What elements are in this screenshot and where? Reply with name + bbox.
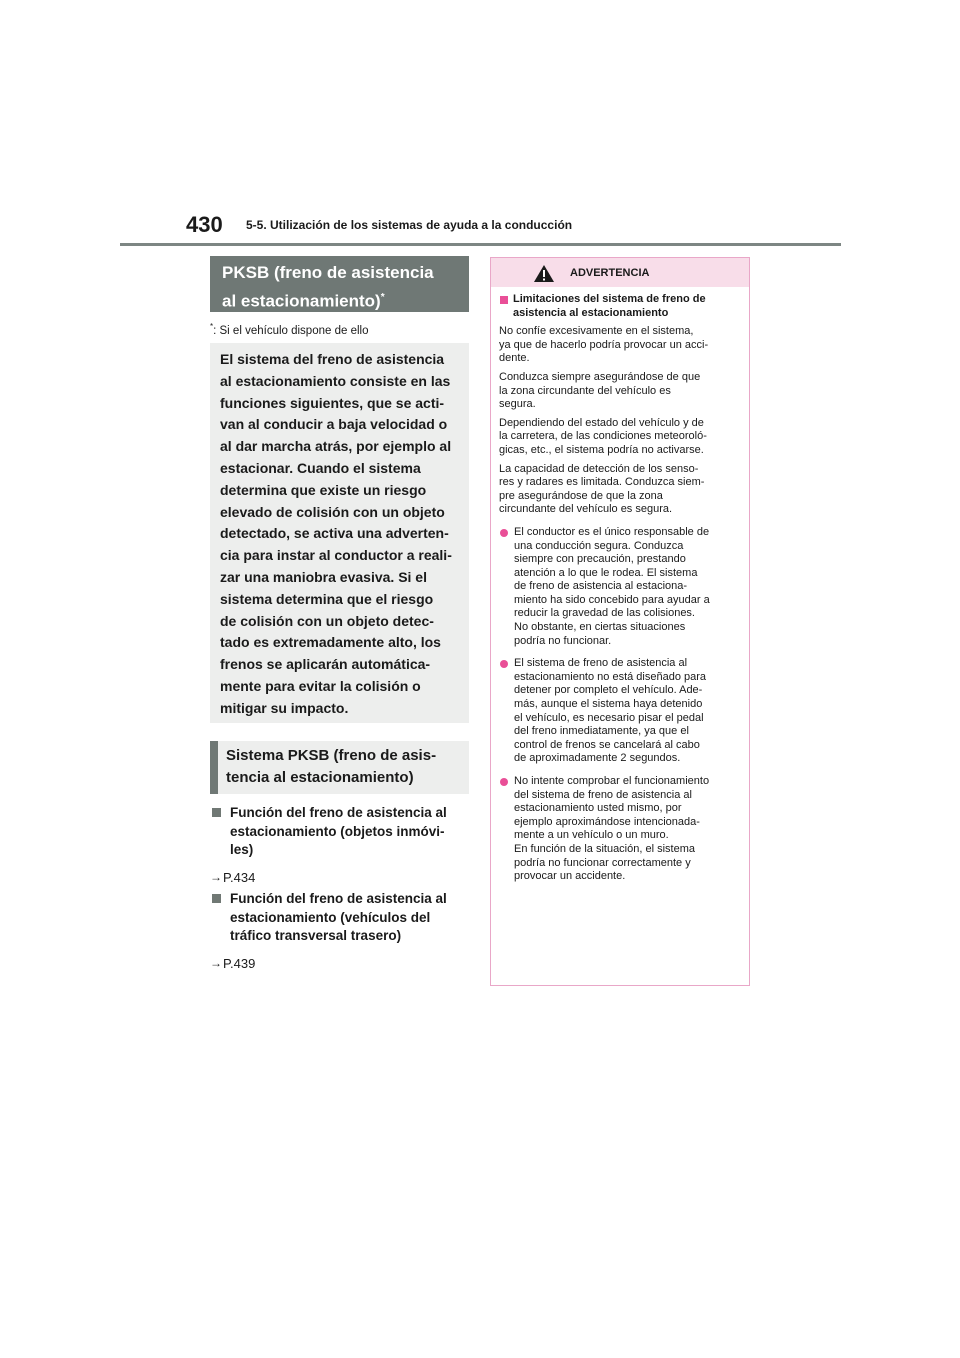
intro-line: El sistema del freno de asistencia bbox=[220, 351, 445, 367]
page-reference-text: P.434 bbox=[223, 869, 256, 885]
circle-bullet-icon bbox=[500, 778, 508, 786]
pksb-heading bbox=[210, 256, 469, 312]
footnote-text: : Si el vehículo dispone de ello bbox=[213, 324, 369, 337]
warning-line: En función de la situación, el sistema bbox=[514, 842, 695, 855]
square-bullet-icon bbox=[212, 894, 221, 903]
function-title-line: Función del freno de asistencia al bbox=[230, 891, 447, 906]
warning-body bbox=[491, 287, 749, 884]
function-title-line: estacionamiento (objetos inmóvi- bbox=[230, 823, 445, 839]
intro-line: detectado, se activa una adverten- bbox=[220, 525, 449, 542]
warning-header bbox=[491, 258, 749, 287]
circle-bullet-icon bbox=[500, 660, 508, 668]
warning-line: No intente comprobar el funcionamiento bbox=[514, 775, 710, 787]
function-title-line: estacionamiento (vehículos del bbox=[230, 909, 431, 925]
warning-line: No confíe excesivamente en el sistema, bbox=[499, 325, 694, 338]
warning-line: estacionamiento no está diseñado para bbox=[514, 670, 707, 683]
intro-line: tado es extremadamente alto, los bbox=[220, 634, 441, 651]
subheading-line-1: Sistema PKSB (freno de asis- bbox=[226, 747, 437, 764]
circle-bullet-icon bbox=[500, 529, 508, 537]
warning-line: mente a un vehículo o un muro. bbox=[514, 829, 669, 842]
warning-line: de freno de asistencia al estaciona- bbox=[514, 580, 688, 593]
warning-paragraph bbox=[499, 371, 741, 412]
warning-line: del sistema de freno de asistencia al bbox=[514, 788, 692, 801]
warning-paragraph bbox=[499, 463, 741, 517]
warning-bullet bbox=[499, 526, 741, 648]
warning-line: podría no funcionar. bbox=[514, 634, 612, 647]
intro-line: mente para evitar la colisión o bbox=[220, 677, 421, 694]
warning-line: Dependiendo del estado del vehículo y de bbox=[499, 416, 704, 429]
intro-line: frenos se aplicarán automática- bbox=[220, 656, 431, 673]
header-divider bbox=[120, 243, 841, 246]
warning-line: ya que de hacerlo podría provocar un acci- bbox=[499, 338, 709, 351]
warning-line: circundante del vehículo es segura. bbox=[499, 503, 673, 516]
warning-line: detener por completo el vehículo. Ade- bbox=[514, 684, 703, 697]
warning-paragraph bbox=[499, 325, 741, 366]
warning-line: provocar un accidente. bbox=[514, 870, 626, 883]
square-bullet-icon bbox=[500, 296, 508, 304]
warning-line: reducir la gravedad de las colisiones. bbox=[514, 607, 695, 620]
intro-line: elevado de colisión con un objeto bbox=[220, 503, 445, 520]
square-bullet-icon bbox=[212, 808, 221, 817]
function-title-line: tráfico transversal trasero) bbox=[230, 928, 402, 943]
warning-box bbox=[490, 257, 750, 986]
arrow-right-icon: → bbox=[210, 956, 222, 970]
intro-line: funciones siguientes, que se acti- bbox=[220, 394, 445, 411]
footnote bbox=[210, 322, 368, 337]
warning-line: podría no funcionar correctamente y bbox=[514, 856, 691, 869]
page-reference-link[interactable] bbox=[210, 870, 470, 885]
warning-line: la carretera, de las condiciones meteoroló- bbox=[499, 430, 707, 443]
intro-line: estacionar. Cuando el sistema bbox=[220, 459, 421, 476]
warning-line: pre asegurándose de que la zona bbox=[499, 489, 663, 502]
function-title bbox=[210, 890, 470, 946]
warning-line: Conduzca siempre asegurándose de que bbox=[499, 370, 701, 383]
function-title-line: Función del freno de asistencia al bbox=[230, 805, 447, 820]
heading-line-1: PKSB (freno de asistencia bbox=[222, 263, 434, 282]
function-item-static-objects bbox=[210, 804, 470, 885]
function-title-text bbox=[230, 804, 447, 860]
function-title bbox=[210, 804, 470, 860]
function-title-line: les) bbox=[230, 842, 254, 857]
subheading-line-2: tencia al estacionamiento) bbox=[226, 769, 414, 786]
warning-title: ADVERTENCIA bbox=[570, 267, 650, 279]
warning-line: la zona circundante del vehículo es bbox=[499, 384, 671, 397]
function-item-cross-traffic bbox=[210, 890, 470, 971]
intro-line: al dar marcha atrás, por ejemplo al bbox=[220, 438, 452, 455]
warning-line: ejemplo aproximándose intencionada- bbox=[514, 815, 700, 828]
warning-subtitle bbox=[499, 293, 741, 320]
warning-line: una conducción segura. Conduzca bbox=[514, 539, 684, 552]
footnote-mark: * bbox=[210, 322, 214, 331]
warning-line: el vehículo, es necesario pisar el pedal bbox=[514, 711, 704, 724]
page-number: 430 bbox=[186, 212, 223, 237]
warning-line: res y radares es limitada. Conduzca siem- bbox=[499, 476, 705, 489]
intro-line: sistema determina que el riesgo bbox=[220, 590, 434, 607]
section-title: 5-5. Utilización de los sistemas de ayuda a la conducción bbox=[246, 218, 573, 232]
warning-line: miento ha sido concebido para ayudar a bbox=[514, 593, 710, 606]
warning-line: El conductor es el único responsable de bbox=[514, 525, 710, 538]
intro-panel bbox=[210, 343, 469, 723]
warning-line: segura. bbox=[499, 398, 536, 411]
intro-line: cia para instar al conductor a reali- bbox=[220, 547, 452, 564]
warning-subtitle-line: asistencia al estacionamiento bbox=[513, 306, 669, 319]
heading-footnote-mark: * bbox=[380, 292, 385, 303]
warning-line: dente. bbox=[499, 352, 530, 365]
heading-line-2: al estacionamiento) bbox=[222, 291, 381, 311]
intro-line: determina que existe un riesgo bbox=[220, 481, 427, 498]
function-title-text bbox=[230, 890, 447, 946]
warning-line: No obstante, en ciertas situaciones bbox=[514, 621, 686, 634]
warning-bullet bbox=[499, 657, 741, 766]
pksb-system-subheading bbox=[210, 741, 469, 794]
intro-line: van al conducir a baja velocidad o bbox=[220, 416, 448, 433]
intro-line: mitigar su impacto. bbox=[220, 699, 349, 716]
warning-line: El sistema de freno de asistencia al bbox=[514, 657, 688, 670]
warning-line: control de frenos se cancelará al cabo bbox=[514, 738, 700, 751]
warning-bullet bbox=[499, 775, 741, 884]
intro-line: zar una maniobra evasiva. Si el bbox=[220, 568, 427, 585]
warning-paragraph bbox=[499, 417, 741, 458]
warning-line: estacionamiento usted mismo, por bbox=[514, 802, 682, 815]
warning-line: gicas, etc., el sistema podría no activarse. bbox=[499, 443, 704, 456]
warning-triangle-icon bbox=[533, 264, 555, 283]
warning-line: atención a lo que le rodea. El sistema bbox=[514, 566, 698, 579]
warning-line: del freno inmediatamente, ya que el bbox=[514, 725, 689, 738]
arrow-right-icon: → bbox=[210, 870, 222, 884]
page-reference-link[interactable] bbox=[210, 956, 470, 971]
intro-line: al estacionamiento consiste en las bbox=[220, 372, 451, 389]
page-reference-text: P.439 bbox=[223, 955, 256, 971]
warning-line: más, aunque el sistema haya detenido bbox=[514, 698, 703, 711]
warning-line: siempre con precaución, prestando bbox=[514, 553, 686, 566]
warning-line: de aproximadamente 2 segundos. bbox=[514, 752, 681, 765]
warning-subtitle-line: Limitaciones del sistema de freno de bbox=[513, 293, 706, 305]
warning-line: La capacidad de detección de los senso- bbox=[499, 462, 699, 475]
intro-line: de colisión con un objeto detec- bbox=[220, 612, 434, 629]
